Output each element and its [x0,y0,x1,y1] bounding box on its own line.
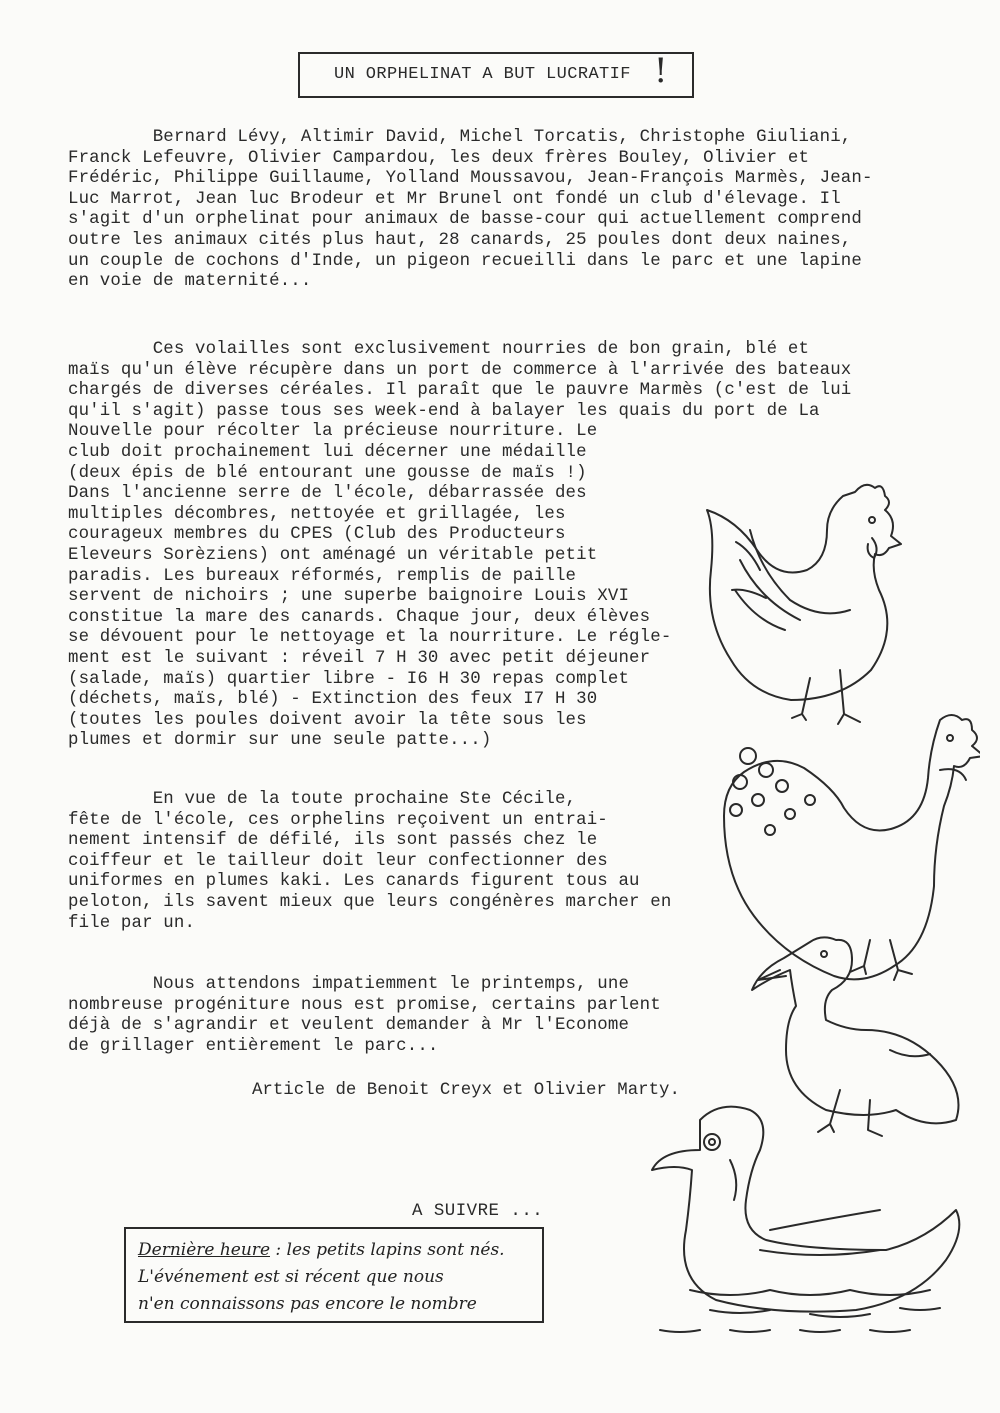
late-news-heading: Dernière heure [138,1240,270,1260]
paragraph-founders: Bernard Lévy, Altimir David, Michel Torcatis, Christophe Giuliani, Franck Lefeuvre, Olivier Campardou, les deux frères Bouley, Olivier et Frédéric, Philippe Guillaume, Yolland Moussavou, Jean-François Marmès, Jean- Luc Marrot, Jean luc Brodeur et Mr Brunel ont fondé un club d'élevage. Il s'agit d'un orphelinat pour animaux de basse-cour qui actuellement comprend outre les animaux cités plus haut, 28 canards, 25 poules dont deux naines, un couple de cochons d'Inde, un pigeon recueilli dans le parc et une lapine en voie de maternité... [68,128,873,292]
late-news-line-2: L'événement est si récent que nous [138,1267,444,1287]
poultry-illustrations [640,470,980,1400]
late-news-line-1 [138,1237,542,1264]
article-title-box [298,52,694,98]
duck-icon [752,937,959,1136]
hen-standing-icon [707,485,901,724]
mallard-duck-icon [652,1107,959,1332]
paragraph-spring: Nous attendons impatiemment le printemps, une nombreuse progéniture nous est promise, certains parlent déjà de s'agrandir et veulent demander à Mr l'Econome de grillager entièrement le parc... [68,975,661,1056]
paragraph-parade: En vue de la toute prochaine Ste Cécile, fête de l'école, ces orphelins reçoivent un entrai- nement intensif de défilé, ils sont passés chez le coiffeur et le tailleur doit leur confectionner des uniformes en plumes kaki. Les canards figurent tous au peloton, ils savent mieux que leurs congénères marcher en file par un. [68,790,672,933]
article-signature: Article de Benoit Creyx et Olivier Marty. [252,1081,680,1100]
paragraph-feeding: Ces volailles sont exclusivement nourries de bon grain, blé et maïs qu'un élève récupère dans un port de commerce à l'arrivée des bateaux chargés de diverses céréales. Il paraît que le pauvre Marmès (c'est de lui qu'il s'agit) passe tous ses week-end à balayer les quais du port de La Nouvelle pour récolter la précieuse nourriture. Le club doit prochainement lui décerner une médaille (deux épis de blé entourant une gousse de maïs !) Dans l'ancienne serre de l'école, débarrassée des multiples décombres, nettoyée et grillagée, les courageux membres du CPES (Club des Producteurs Eleveurs Sorèziens) ont aménagé un véritable petit paradis. Les bureaux réformés, remplis de paille servent de nichoirs ; une superbe baignoire Louis XVI constitue la mare des canards. Chaque jour, deux élèves se dévouent pour le nettoyage et la nourriture. Le régle- ment est le suivant : réveil 7 H 30 avec petit déjeuner (salade, maïs) quartier libre - I6 H 30 repas complet (déchets, maïs, blé) - Extinction des feux I7 H 30 (toutes les poules doivent avoir la tête sous les plumes et dormir sur une seule patte...) [68,340,852,751]
article-title: UN ORPHELINAT A BUT LUCRATIF [334,65,631,84]
poultry-drawing [640,470,980,1400]
late-news-line-1-text: : les petits lapins sont nés. [270,1240,505,1260]
late-news-line-3: n'en connaissons pas encore le nombre [138,1294,477,1314]
exclamation-mark: ! [653,51,668,91]
hen-fluffy-icon [724,715,980,980]
to-be-continued: A SUIVRE ... [412,1202,544,1221]
late-news-box [124,1227,544,1323]
